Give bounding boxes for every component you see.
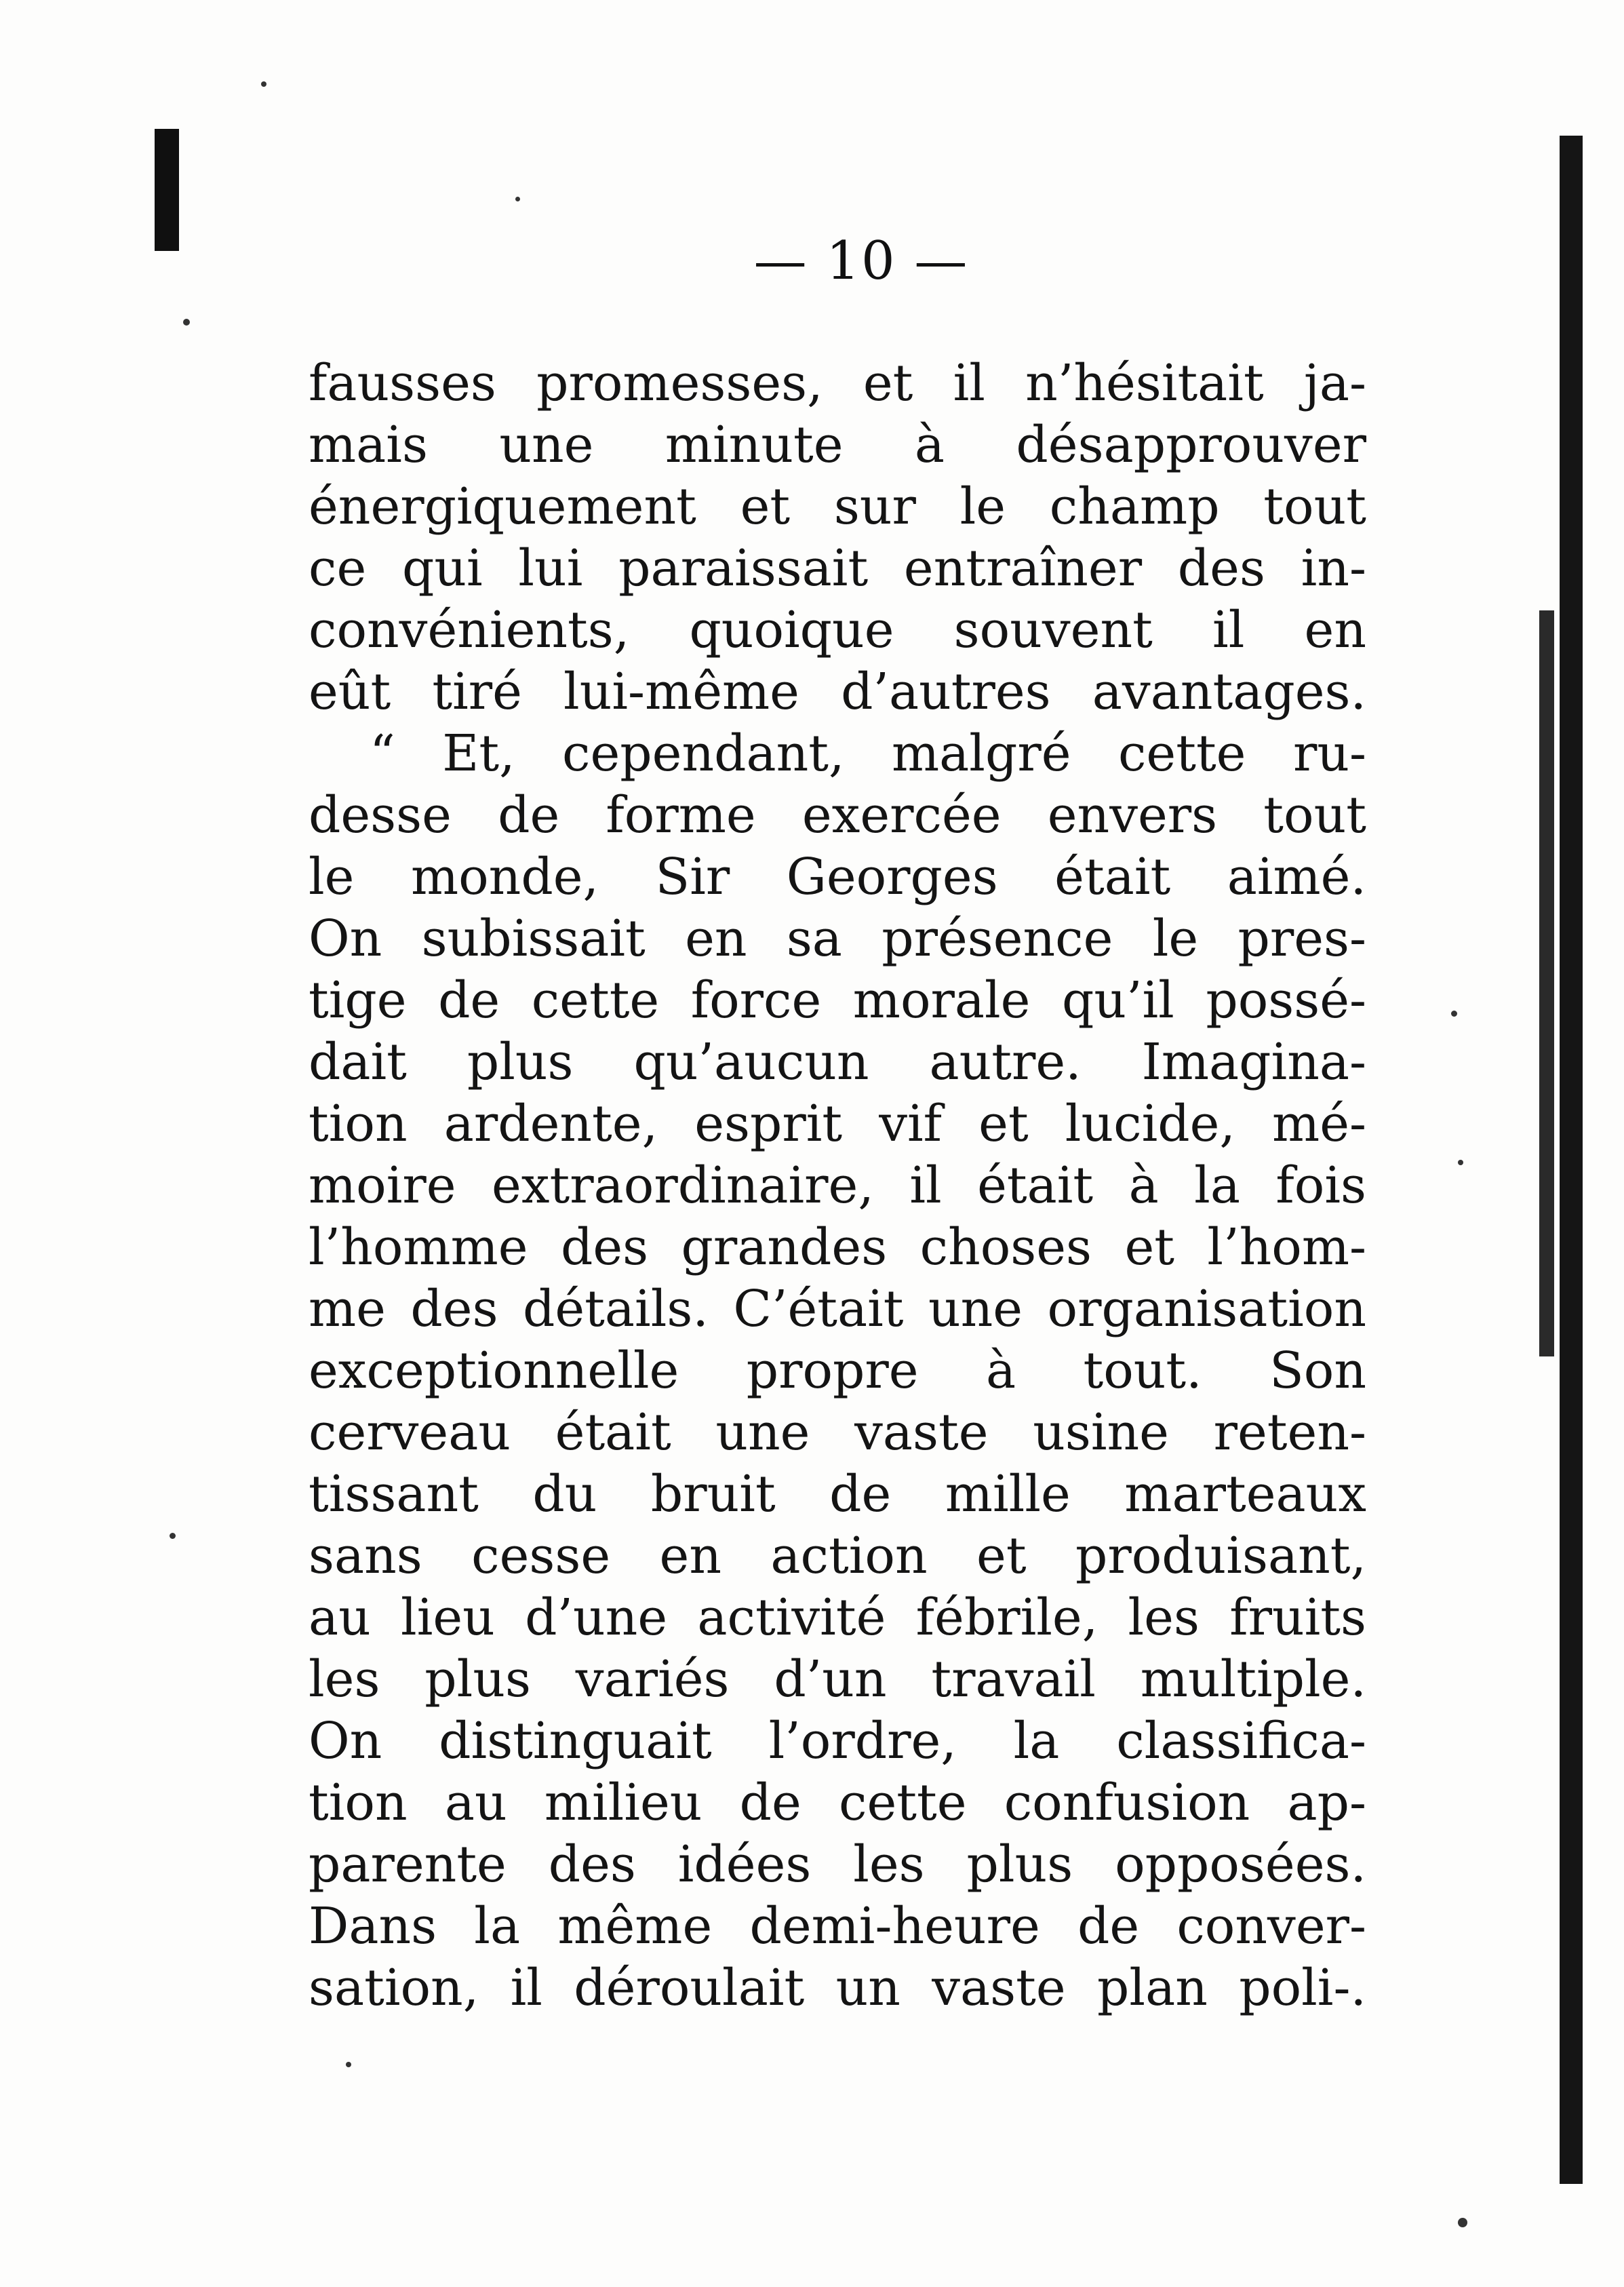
text-line: dait plus qu’aucun autre. Imagina- (309, 1033, 1366, 1091)
text-line: énergiquement et sur le champ tout (309, 477, 1366, 536)
page-number: — 10 — (753, 231, 969, 292)
text-line: cerveau était une vaste usine reten- (309, 1403, 1366, 1462)
scan-speck (183, 319, 190, 326)
text-line: On subissait en sa présence le pres- (309, 910, 1366, 968)
scan-speck (346, 2062, 351, 2067)
text-line: eût tiré lui-même d’autres avantages. (309, 663, 1366, 721)
text-line: moire extraordinaire, il était à la fois (309, 1156, 1366, 1215)
text-line: tissant du bruit de mille marteaux (309, 1465, 1366, 1523)
text-line: sation, il déroulait un vaste plan poli-. (309, 1959, 1366, 2017)
scan-speck (1451, 1011, 1457, 1017)
text-line: mais une minute à désapprouver (309, 416, 1366, 474)
text-line: tige de cette force morale qu’il possé- (309, 971, 1366, 1030)
body-text (309, 353, 1366, 2019)
text-line: tion ardente, esprit vif et lucide, mé- (309, 1095, 1366, 1153)
text-line: tion au milieu de cette confusion ap- (309, 1774, 1366, 1832)
text-line: convénients, quoique souvent il en (309, 601, 1366, 659)
scan-edge-mark (155, 224, 179, 244)
text-line: desse de forme exercée envers tout (309, 786, 1366, 844)
scan-speck (261, 81, 266, 87)
scan-speck (1458, 1160, 1463, 1165)
text-line: On distinguait l’ordre, la classifica- (309, 1712, 1366, 1770)
text-line: sans cesse en action et produisant, (309, 1527, 1366, 1585)
text-line: les plus variés d’un travail multiple. (309, 1650, 1366, 1708)
scan-edge-shadow (1560, 136, 1583, 2184)
text-line: “ Et, cependant, malgré cette ru- (370, 724, 1366, 783)
text-line: le monde, Sir Georges était aimé. (309, 848, 1366, 906)
text-line: au lieu d’une activité fébrile, les fruits (309, 1588, 1366, 1647)
text-line: parente des idées les plus opposées. (309, 1835, 1366, 1894)
text-line: Dans la même demi-heure de conver- (309, 1897, 1366, 1955)
text-line: me des détails. C’était une organisation (309, 1280, 1366, 1338)
text-line: ce qui lui paraissait entraîner des in- (309, 539, 1366, 598)
scan-speck (1458, 2218, 1467, 2227)
scan-edge-shadow (1539, 610, 1554, 1356)
text-line: fausses promesses, et il n’hésitait ja- (309, 354, 1366, 412)
text-line: exceptionnelle propre à tout. Son (309, 1342, 1366, 1400)
text-line: l’homme des grandes choses et l’hom- (309, 1218, 1366, 1276)
scan-speck (515, 197, 520, 201)
scan-speck (170, 1533, 176, 1539)
